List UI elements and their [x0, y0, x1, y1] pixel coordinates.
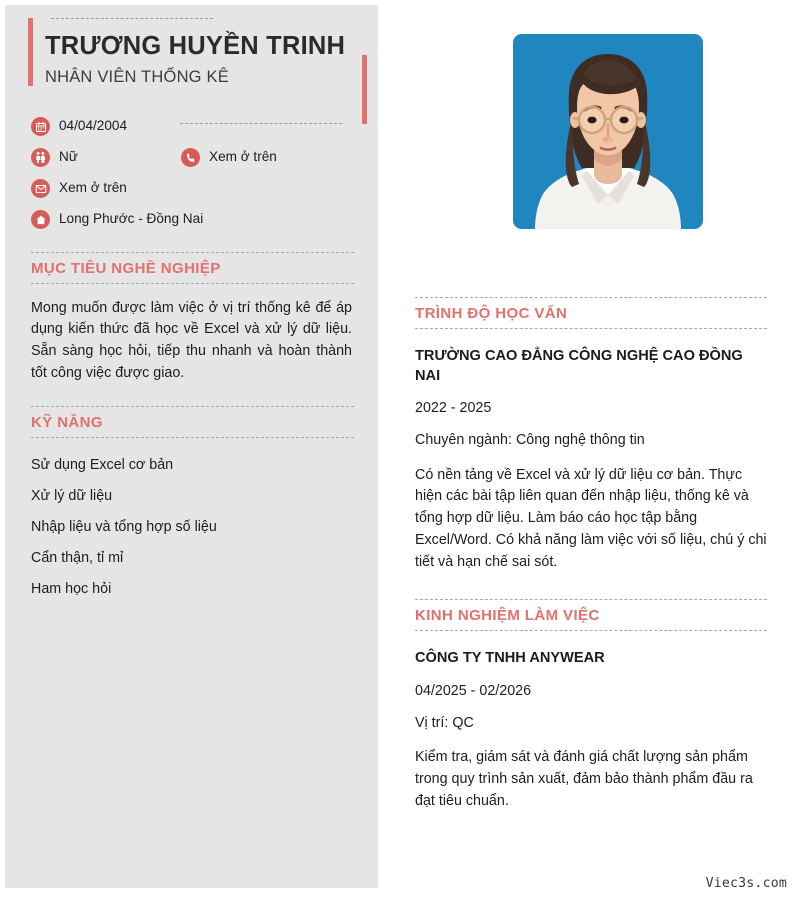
contact-gender-value: Nữ [59, 149, 78, 165]
contact-gender [31, 148, 181, 167]
education-heading: TRÌNH ĐỘ HỌC VẤN [415, 305, 568, 322]
contact-row [31, 210, 358, 230]
contact-row [31, 179, 358, 199]
section-header-education [415, 297, 767, 329]
accent-bar-left [28, 18, 33, 86]
list-item: Nhập liệu và tổng hợp số liệu [31, 519, 217, 536]
list-item: Sử dụng Excel cơ bản [31, 457, 174, 474]
home-icon [31, 210, 50, 229]
accent-bar-right [362, 55, 367, 124]
name-dashed-rule-bottom [180, 123, 342, 124]
contact-row [31, 117, 358, 137]
contact-birthday-value: 04/04/2004 [59, 118, 128, 134]
experience-heading: KINH NGHIỆM LÀM VIỆC [415, 607, 600, 625]
name-dashed-rule-top [51, 18, 213, 19]
cv-main-column [415, 0, 767, 903]
contact-email-value: Xem ở trên [59, 180, 127, 196]
education-school: TRƯỜNG CAO ĐẲNG CÔNG NGHỆ CAO ĐỒNG NAI [415, 348, 743, 384]
site-watermark: Viec3s.com [705, 876, 787, 891]
name-block [25, 5, 358, 87]
section-header-skills [31, 406, 354, 438]
objective-heading: MỤC TIÊU NGHỀ NGHIỆP [31, 259, 221, 277]
list-item: Xử lý dữ liệu [31, 488, 113, 505]
candidate-name: TRƯƠNG HUYỀN TRINH [45, 32, 346, 60]
contact-birthday [31, 117, 127, 136]
main-sections [415, 297, 767, 813]
calendar-icon [31, 117, 50, 136]
skills-heading: KỸ NĂNG [31, 414, 103, 432]
cv-sidebar [5, 5, 378, 888]
contact-row [31, 148, 358, 168]
education-entry [415, 329, 767, 573]
contact-list [25, 87, 358, 230]
experience-position: Vị trí: QC [415, 715, 474, 732]
education-major: Chuyên ngành: Công nghệ thông tin [415, 432, 645, 449]
phone-icon [181, 148, 200, 167]
experience-description: Kiểm tra, giám sát và đánh giá chất lượng sản phẩm trong quy trình sản xuất, đảm bảo thành phẩm đầu ra đạt tiêu chuẩn. [415, 749, 753, 809]
list-item: Cẩn thận, tỉ mỉ [31, 550, 124, 567]
skills-list [25, 450, 358, 605]
education-description: Có nền tảng về Excel và xử lý dữ liệu cơ bản. Thực hiện các bài tập liên quan đến nhập liệu, thống kê và tổng hợp dữ liệu. Làm báo cáo học tập bằng Excel/Word. Có khả năng làm việc với số liệu, chú ý chi tiết và hạn chế sai sót. [415, 466, 767, 570]
portrait-photo [513, 34, 703, 229]
experience-period: 04/2025 - 02/2026 [415, 682, 532, 699]
contact-phone [181, 148, 277, 167]
candidate-job-title: NHÂN VIÊN THỐNG KÊ [45, 67, 229, 86]
experience-entry [415, 631, 767, 812]
avatar [513, 34, 703, 229]
education-period: 2022 - 2025 [415, 400, 492, 417]
contact-email [31, 179, 127, 198]
section-header-experience [415, 599, 767, 631]
gender-icon [31, 148, 50, 167]
contact-phone-value: Xem ở trên [209, 149, 277, 165]
contact-address [31, 210, 203, 229]
contact-address-value: Long Phước - Đồng Nai [59, 211, 204, 227]
section-header-objective [31, 252, 354, 284]
objective-text: Mong muốn được làm việc ở vị trí thống kê để áp dụng kiến thức đã học về Excel và xử lý dữ liệu. Sẵn sàng học hỏi, tiếp thu nhanh và hoàn thành tốt công việc được giao. [31, 299, 352, 381]
experience-company: CÔNG TY TNHH ANYWEAR [415, 650, 605, 667]
list-item: Ham học hỏi [31, 581, 112, 598]
envelope-icon [31, 179, 50, 198]
